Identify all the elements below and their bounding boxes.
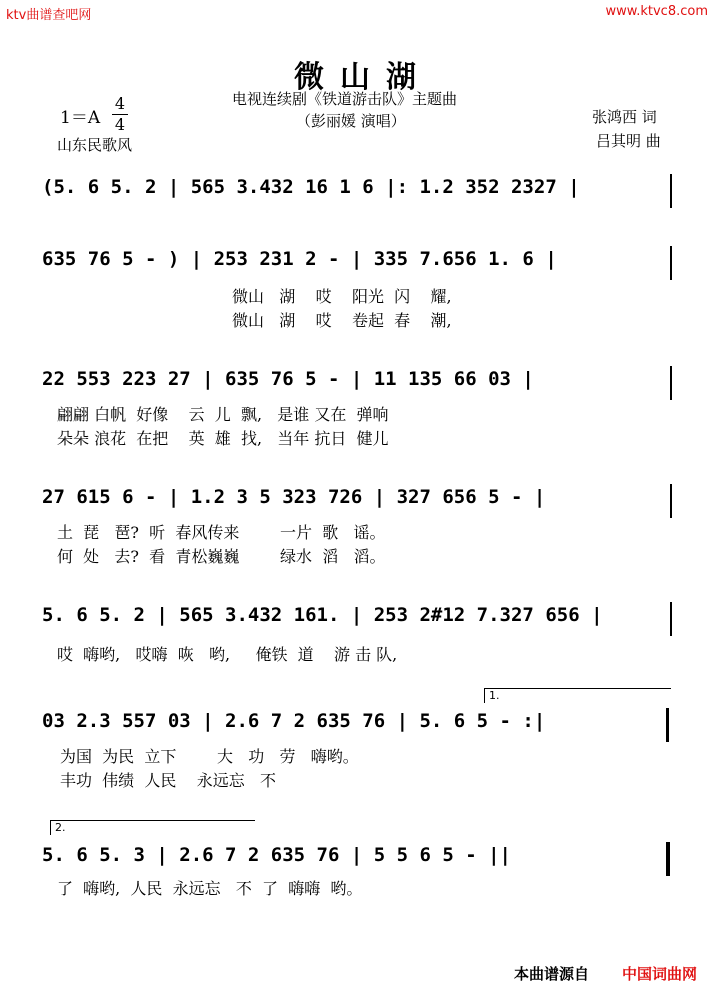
source-site: 中国词曲网 <box>622 965 698 983</box>
lyric-line-3-verse-2: 朵朵 浪花 在把 英 雄 找, 当年 抗日 健儿 <box>57 429 389 448</box>
watermark-right: www.ktvc8.com <box>605 4 708 19</box>
lyric-line-4-verse-1: 土 琵 琶? 听 春风传来 一片 歌 谣。 <box>57 523 386 542</box>
score-line-3 <box>42 366 672 396</box>
final-barline <box>666 842 670 876</box>
repeat-end-barline <box>666 708 669 742</box>
subtitle: 电视连续剧《铁道游击队》主题曲 <box>232 90 458 108</box>
watermark-left: ktv曲谱查吧网 <box>6 8 92 23</box>
lyric-line-6-verse-2: 丰功 伟绩 人民 永远忘 不 <box>60 771 276 790</box>
notes-line-1: (5. 6 5. 2 | 565 3.432 16 1 6 |: 1.2 352 2327 | <box>42 176 580 198</box>
key-signature: 1＝A <box>60 108 101 128</box>
notes-line-5: 5. 6 5. 2 | 565 3.432 161. | 253 2#12 7.327 656 | <box>42 604 603 626</box>
lyric-line-2-verse-1: 微山 湖 哎 阳光 闪 耀, <box>232 287 452 306</box>
barline <box>670 366 672 400</box>
score-line-1 <box>42 174 672 204</box>
song-title: 微山湖 <box>294 60 432 95</box>
lyric-line-5: 哎 嗨哟, 哎嗨 咴 哟, 俺铁 道 游 击 队, <box>57 645 398 664</box>
volta-1: 1. <box>484 688 671 703</box>
notes-line-7: 5. 6 5. 3 | 2.6 7 2 635 76 | 5 5 6 5 - || <box>42 844 511 866</box>
notes-line-4: 27 615 6 - | 1.2 3 5 323 726 | 327 656 5 - | <box>42 486 546 508</box>
volta-2: 2. <box>50 820 255 835</box>
barline <box>670 246 672 280</box>
notes-line-3: 22 553 223 27 | 635 76 5 - | 11 135 66 03 | <box>42 368 534 390</box>
lyric-line-6-verse-1: 为国 为民 立下 大 功 劳 嗨哟。 <box>60 747 359 766</box>
time-bottom: 4 <box>112 114 128 135</box>
notes-line-2: 635 76 5 - ) | 253 231 2 - | 335 7.656 1. 6 | <box>42 248 557 270</box>
time-top: 4 <box>114 94 126 113</box>
lyric-line-7: 了 嗨哟, 人民 永远忘 不 了 嗨嗨 哟。 <box>57 879 363 898</box>
style-note: 山东民歌风 <box>57 136 133 154</box>
composer: 吕其明 曲 <box>596 132 661 150</box>
score-line-4 <box>42 484 672 514</box>
notes-line-6: 03 2.3 557 03 | 2.6 7 2 635 76 | 5. 6 5 - :| <box>42 710 546 732</box>
lyric-line-2-verse-2: 微山 湖 哎 卷起 春 潮, <box>232 311 452 330</box>
score-line-2 <box>42 246 672 276</box>
performer: （彭丽媛 演唱） <box>296 112 406 130</box>
time-signature <box>112 94 128 135</box>
source-label: 本曲谱源自 <box>514 965 590 983</box>
barline <box>670 174 672 208</box>
lyric-line-4-verse-2: 何 处 去? 看 青松巍巍 绿水 滔 滔。 <box>57 547 386 566</box>
barline <box>670 602 672 636</box>
lyricist: 张鸿西 词 <box>592 108 657 126</box>
lyric-line-3-verse-1: 翩翩 白帆 好像 云 儿 飘, 是谁 又在 弹响 <box>57 405 389 424</box>
score-line-5 <box>42 602 672 632</box>
score-line-7 <box>42 842 672 872</box>
score-line-6 <box>42 708 672 738</box>
barline <box>670 484 672 518</box>
